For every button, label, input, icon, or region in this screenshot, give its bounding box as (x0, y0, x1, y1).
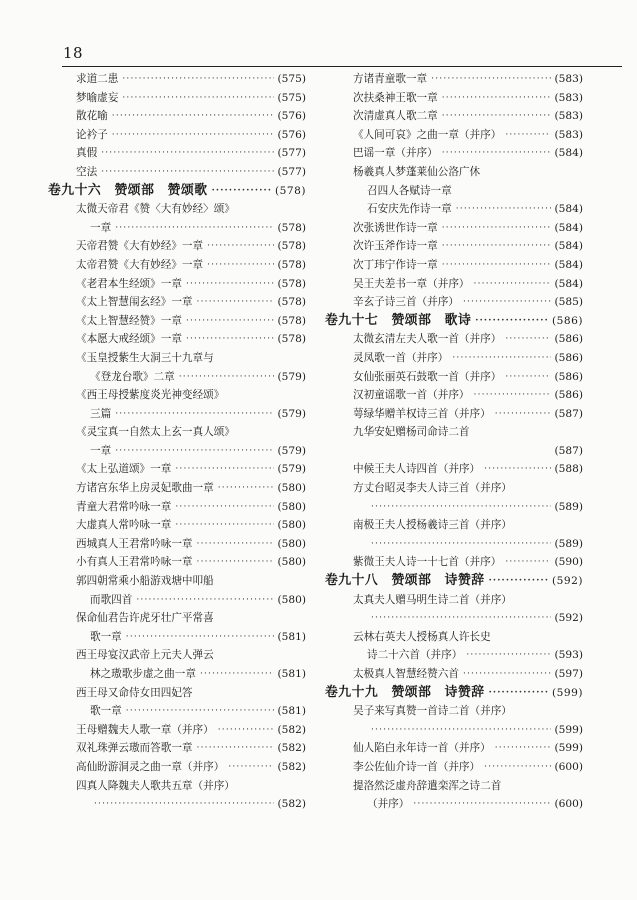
page-ref: ( 586 ) (554, 368, 583, 387)
leader-dots (442, 144, 552, 163)
toc-volume-heading (325, 572, 583, 591)
page-ref: ( 575 ) (277, 70, 306, 89)
leader-dots (207, 256, 274, 275)
entry-title: 方诸宫东华上房灵妃歌曲一章 (76, 482, 214, 495)
entry-title: 真假 (76, 147, 98, 160)
leader-dots (452, 349, 551, 368)
entry-title: 西王母又命侍女田四妃答 (76, 686, 193, 699)
leader-dots (207, 237, 274, 256)
page-ref: ( 583 ) (554, 89, 583, 108)
toc-entry (48, 609, 306, 628)
page-ref: ( 578 ) (277, 293, 306, 312)
toc-entry (48, 739, 306, 758)
leader-dots (112, 126, 275, 145)
entry-title: 吴王夫差书一章（并序） (353, 277, 470, 290)
toc-entry (325, 758, 583, 777)
entry-title: 高仙盼游洞灵之曲一章（并序） (76, 760, 225, 773)
page-ref: ( 584 ) (554, 275, 583, 294)
page-ref: ( 580 ) (277, 591, 306, 610)
toc-entry (48, 591, 306, 610)
toc-entry (325, 442, 583, 461)
page-ref: ( 582 ) (277, 721, 306, 740)
leader-dots (101, 163, 274, 182)
page-ref: ( 588 ) (554, 460, 583, 479)
leader-dots (505, 368, 551, 387)
toc-entry (48, 126, 306, 145)
leader-dots (484, 460, 551, 479)
toc-entry (325, 293, 583, 312)
entry-title: 郭四朝常乘小船游戏塘中叩船 (76, 575, 214, 588)
entry-title: 《本愿大戒经颂》一章 (76, 333, 182, 346)
leader-dots (175, 460, 274, 479)
page-ref: ( 578 ) (277, 330, 306, 349)
toc-entry (325, 609, 583, 628)
page-ref: ( 590 ) (554, 553, 583, 572)
entry-title: 保命仙君告许虎牙壮广平常喜 (76, 612, 214, 625)
page-ref: ( 580 ) (277, 553, 306, 572)
leader-dots (371, 609, 551, 628)
entry-title: 召四人各赋诗一章 (367, 184, 452, 197)
entry-title: 太极真人智慧经赞六首 (353, 668, 459, 680)
page-ref: ( 579 ) (277, 460, 306, 479)
page-ref: ( 580 ) (277, 535, 306, 554)
entry-title: 而歌四首 (90, 593, 133, 606)
entry-title: 次丁玮宁作诗一章 (353, 258, 438, 271)
entry-title: 空法 (76, 165, 98, 178)
toc-entry (48, 405, 306, 424)
entry-title: 太真夫人赠马明生诗二首（并序） (353, 593, 512, 606)
leader-dots (442, 219, 552, 238)
volume-title: 卷九十八 赞颂部 诗赞辞 (325, 573, 485, 589)
leader-dots (474, 386, 552, 405)
leader-dots (489, 684, 549, 703)
toc-entry (48, 572, 306, 591)
toc-entry (48, 702, 306, 721)
toc-entry (48, 368, 306, 387)
leader-dots (115, 219, 274, 238)
entry-title: 方丈台昭灵李夫人诗三首（并序） (353, 482, 512, 495)
toc-entry (48, 89, 306, 108)
toc-entry (325, 144, 583, 163)
volume-title: 卷九十六 赞颂部 赞颂歌 (48, 182, 208, 198)
page-ref: ( 576 ) (277, 107, 306, 126)
entry-title: 西王母宴汉武帝上元夫人弹云 (76, 649, 214, 662)
toc-entry (48, 516, 306, 535)
toc-entry (325, 368, 583, 387)
toc-entry (48, 498, 306, 517)
entry-title: 《灵宝真一自然太上玄一真人颂》 (76, 426, 235, 439)
page-ref: ( 586 ) (554, 386, 583, 405)
entry-title: 仙人陷白永年诗一首（并序） (353, 742, 491, 755)
leader-dots (463, 665, 552, 684)
toc-entry (325, 405, 583, 424)
entry-title: 巴谣一章（并序） (353, 147, 438, 160)
entry-title: 四真人降魏夫人歌共五章（并序） (76, 779, 235, 792)
leader-dots (505, 126, 551, 145)
leader-dots (218, 479, 275, 498)
page-ref: ( 583 ) (554, 70, 583, 89)
toc-entry (325, 628, 583, 647)
toc-volume-heading (48, 182, 306, 201)
entry-title: 《太上智慧闱玄经》一章 (76, 296, 193, 309)
leader-dots (495, 405, 552, 424)
entry-title: 九华安妃赠杨司命诗二首 (353, 426, 470, 439)
toc-entry (48, 423, 306, 442)
toc-entry (48, 795, 306, 814)
toc-entry (48, 293, 306, 312)
page-ref: ( 584 ) (554, 200, 583, 219)
leader-dots (466, 646, 551, 665)
leader-dots (484, 758, 551, 777)
leader-dots (442, 107, 552, 126)
entry-title: 中候王夫人诗四首（并序） (353, 463, 481, 476)
leader-dots (179, 368, 275, 387)
page-ref: ( 592 ) (552, 572, 583, 591)
leader-dots (456, 200, 552, 219)
leader-dots (115, 405, 274, 424)
leader-dots (122, 89, 274, 108)
toc-entry (325, 386, 583, 405)
page-ref: ( 578 ) (277, 219, 306, 238)
entry-title: 女仙张丽英石鼓歌一首（并序） (353, 370, 502, 383)
entry-title: 三篇 (90, 407, 112, 420)
entry-title: 杨羲真人梦蓬莱仙公洛广休 (353, 165, 481, 178)
page-ref: ( 589 ) (554, 498, 583, 517)
page-ref: ( 581 ) (277, 628, 306, 647)
leader-dots (186, 275, 275, 294)
toc-entry (48, 219, 306, 238)
leader-dots (442, 256, 552, 275)
page-ref: ( 579 ) (277, 368, 306, 387)
page-ref: ( 587 ) (554, 405, 583, 424)
page-ref: ( 585 ) (554, 293, 583, 312)
entry-title: 散花喻 (76, 110, 108, 123)
page-ref: ( 582 ) (277, 758, 306, 777)
page-ref: ( 584 ) (554, 144, 583, 163)
toc-entry (48, 442, 306, 461)
entry-title: 双礼珠弹云璈而答歌一章 (76, 742, 193, 755)
page-ref: ( 580 ) (277, 479, 306, 498)
toc-entry (48, 665, 306, 684)
toc-entry (325, 219, 583, 238)
toc-entry (325, 777, 583, 796)
toc-entry (325, 256, 583, 275)
leader-dots (197, 553, 275, 572)
page-ref: ( 578 ) (277, 312, 306, 331)
page-ref: ( 575 ) (277, 89, 306, 108)
entry-title: 次张诱世作诗一章 (353, 221, 438, 234)
page-ref: ( 599 ) (552, 684, 583, 703)
page-ref: ( 592 ) (554, 609, 583, 628)
page-ref: ( 579 ) (277, 405, 306, 424)
page-ref: ( 584 ) (554, 237, 583, 256)
leader-dots (505, 330, 551, 349)
page-ref: ( 600 ) (554, 758, 583, 777)
toc-entry (325, 516, 583, 535)
toc-entry (48, 349, 306, 368)
leader-dots (175, 498, 274, 517)
page-ref: ( 578 ) (277, 237, 306, 256)
toc-entry (325, 275, 583, 294)
leader-dots (505, 553, 551, 572)
entry-title: 方诸青童歌一章 (353, 73, 428, 85)
leader-dots (371, 498, 551, 517)
entry-title: 《老君本生经颂》一章 (76, 277, 182, 290)
entry-title: 《西王母授紫度炎光神变经颂》 (76, 389, 225, 402)
toc-entry (325, 721, 583, 740)
page-ref: ( 577 ) (277, 163, 306, 182)
entry-title: 灵凤歌一首（并序） (353, 351, 449, 364)
leader-dots (197, 535, 275, 554)
page-ref: ( 578 ) (275, 182, 306, 201)
entry-title: 南极王夫人授杨羲诗三首（并序） (353, 519, 512, 532)
page-ref: ( 576 ) (277, 126, 306, 145)
toc-entry (325, 498, 583, 517)
page-number: 18 (63, 44, 84, 62)
page-ref: ( 580 ) (277, 516, 306, 535)
leader-dots (122, 70, 274, 89)
leader-dots (475, 312, 549, 331)
page-ref: ( 586 ) (554, 330, 583, 349)
entry-title: 梦喻虚妄 (76, 91, 119, 104)
toc-entry (325, 330, 583, 349)
toc-entry (48, 70, 306, 89)
toc-entry (325, 70, 583, 89)
toc-entry (48, 460, 306, 479)
leader-dots (218, 721, 275, 740)
entry-title: 王母赠魏夫人歌一章（并序） (76, 723, 214, 736)
toc-right-column (325, 70, 583, 814)
toc-entry (325, 182, 583, 201)
toc-entry (48, 684, 306, 703)
page-ref: ( 581 ) (277, 702, 306, 721)
toc-entry (48, 275, 306, 294)
entry-title: 青童大君常吟咏一章 (76, 500, 172, 513)
toc-entry (325, 200, 583, 219)
toc-volume-heading (325, 684, 583, 703)
toc-entry (325, 739, 583, 758)
toc-entry (325, 702, 583, 721)
leader-dots (474, 275, 552, 294)
page-ref: ( 583 ) (554, 107, 583, 126)
entry-title: 李公佐仙介诗一首（并序） (353, 760, 481, 773)
entry-title: （并序） (367, 798, 410, 811)
toc-entry (325, 665, 583, 684)
leader-dots (371, 721, 551, 740)
page-ref: ( 582 ) (277, 795, 306, 814)
entry-title: 《登龙台歌》二章 (90, 370, 175, 383)
page-ref: ( 597 ) (554, 665, 583, 684)
toc-entry (325, 423, 583, 442)
toc-entry (48, 721, 306, 740)
toc-entry (48, 479, 306, 498)
leader-dots (442, 89, 552, 108)
toc-entry (325, 535, 583, 554)
toc-entry (48, 200, 306, 219)
toc-entry (48, 646, 306, 665)
leader-dots (228, 758, 274, 777)
entry-title: 次清虚真人歌二章 (353, 110, 438, 123)
toc-volume-heading (325, 312, 583, 331)
entry-title: 萼绿华赠羊权诗三首（并序） (353, 407, 491, 420)
toc-entry (325, 591, 583, 610)
page-ref: ( 600 ) (554, 795, 583, 814)
volume-title: 卷九十九 赞颂部 诗赞辞 (325, 684, 485, 700)
leader-dots (101, 144, 274, 163)
toc-entry (325, 349, 583, 368)
toc-entry (48, 386, 306, 405)
entry-title: 石安庆先作诗一章 (367, 203, 452, 216)
toc-entry (48, 107, 306, 126)
header-rule (62, 66, 622, 67)
page-ref: ( 584 ) (554, 256, 583, 275)
toc-entry (48, 758, 306, 777)
toc-entry (48, 144, 306, 163)
entry-title: 太帝君赞《大有妙经》一章 (76, 258, 204, 271)
page-ref: ( 582 ) (277, 739, 306, 758)
entry-title: 小有真人王君常吟咏一章 (76, 556, 193, 569)
leader-dots (212, 182, 272, 201)
page-ref: ( 586 ) (554, 349, 583, 368)
toc-entry (325, 126, 583, 145)
toc-entry (325, 460, 583, 479)
leader-dots (186, 330, 275, 349)
entry-title: 诗二十六首（并序） (367, 649, 463, 662)
page-ref: ( 599 ) (554, 721, 583, 740)
entry-title: 辛玄子诗三首（并序） (353, 296, 459, 309)
toc-entry (325, 163, 583, 182)
leader-dots (197, 739, 275, 758)
volume-title: 卷九十七 赞颂部 歌诗 (325, 312, 472, 328)
leader-dots (431, 70, 551, 89)
toc-entry (325, 479, 583, 498)
toc-entry (48, 553, 306, 572)
toc-entry (48, 330, 306, 349)
entry-title: 一章 (90, 444, 112, 457)
toc-entry (48, 237, 306, 256)
entry-title: 歌一章 (90, 705, 122, 718)
leader-dots (112, 107, 275, 126)
entry-title: 《太上弘道颂》一章 (76, 463, 172, 476)
leader-dots (197, 293, 275, 312)
page-ref: ( 583 ) (554, 126, 583, 145)
entry-title: 歌一章 (90, 630, 122, 643)
page-ref: ( 578 ) (277, 256, 306, 275)
entry-title: 《人间可哀》之曲一章（并序） (353, 128, 502, 141)
toc-entry (325, 553, 583, 572)
leader-dots (463, 293, 552, 312)
page-ref: ( 593 ) (554, 646, 583, 665)
leader-dots (175, 516, 274, 535)
toc-entry (48, 628, 306, 647)
entry-title: 吴子来写真赞一首诗二首（并序） (353, 705, 512, 718)
page-ref: ( 581 ) (277, 665, 306, 684)
leader-dots (371, 535, 551, 554)
page-ref: ( 586 ) (552, 312, 583, 331)
page-ref: ( 587 ) (554, 442, 583, 461)
entry-title: 太微天帝君《赞〈大有妙经〉颂》 (76, 203, 235, 216)
leader-dots (442, 237, 552, 256)
leader-dots (200, 665, 275, 684)
toc-entry (325, 795, 583, 814)
page-ref: ( 589 ) (554, 535, 583, 554)
toc-entry (325, 107, 583, 126)
entry-title: 大虚真人常吟咏一章 (76, 519, 172, 532)
entry-title: 西城真人王君常吟咏一章 (76, 537, 193, 550)
leader-dots (489, 572, 549, 591)
entry-title: 求道二患 (76, 73, 119, 85)
toc-entry (325, 646, 583, 665)
leader-dots (126, 702, 275, 721)
entry-title: 《太上智慧经赞》一章 (76, 314, 182, 327)
toc-entry (325, 237, 583, 256)
entry-title: 次许玉斧作诗一章 (353, 240, 438, 253)
entry-title: 一章 (90, 221, 112, 234)
entry-title: 次扶桑神王歌一章 (353, 91, 438, 104)
leader-dots (186, 312, 275, 331)
entry-title: 林之璈歌步虚之曲一章 (90, 668, 196, 680)
entry-title: 天帝君赞《大有妙经》一章 (76, 240, 204, 253)
toc-entry (48, 312, 306, 331)
entry-title: 太微玄清左夫人歌一首（并序） (353, 333, 502, 346)
entry-title: 紫微王夫人诗一十七首（并序） (353, 556, 502, 569)
page-ref: ( 584 ) (554, 219, 583, 238)
page-ref: ( 577 ) (277, 144, 306, 163)
entry-title: 《玉皇授紫生大洞三十九章与 (76, 351, 214, 364)
leader-dots (94, 795, 274, 814)
page-ref: ( 579 ) (277, 442, 306, 461)
toc-entry (48, 535, 306, 554)
leader-dots (413, 795, 551, 814)
page-ref: ( 580 ) (277, 498, 306, 517)
leader-dots (115, 442, 274, 461)
toc-entry (325, 89, 583, 108)
page-ref: ( 599 ) (554, 739, 583, 758)
leader-dots (495, 739, 552, 758)
toc-left-column (48, 70, 306, 814)
toc-entry (48, 256, 306, 275)
entry-title: 云林右英夫人授杨真人许长史 (353, 630, 491, 643)
entry-title: 汉初童谣歌一首（并序） (353, 389, 470, 402)
toc-entry (48, 777, 306, 796)
toc-entry (48, 163, 306, 182)
entry-title: 提洛然泛虚舟辞遣栾浑之诗二首 (353, 779, 502, 792)
page-ref: ( 578 ) (277, 275, 306, 294)
leader-dots (126, 628, 275, 647)
entry-title: 论衿子 (76, 128, 108, 141)
leader-dots (136, 591, 274, 610)
